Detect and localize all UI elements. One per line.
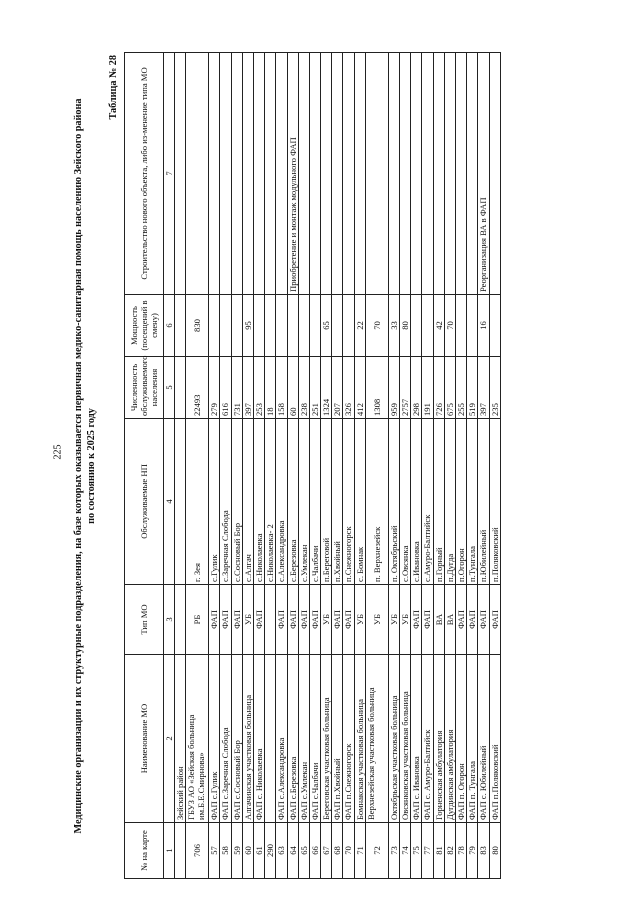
cell-mo-name: ФАП п.Снежногорск	[343, 655, 354, 823]
cell-mo-name: ФАП п.Поляковский	[489, 655, 500, 823]
cell-served-settlement: с.Николаевка- 2	[265, 419, 276, 585]
cell-map-number: 74	[400, 823, 411, 879]
column-number: 7	[164, 53, 175, 295]
cell-mo-type: ФАП	[489, 585, 500, 655]
cell-mo-name: ФАП с. Амуро-Балтийск	[422, 655, 433, 823]
cell-mo-name: ФАП с.Березовка	[287, 655, 298, 823]
table-row	[467, 53, 478, 879]
cell-map-number: 290	[265, 823, 276, 879]
cell-population: 731	[231, 357, 242, 419]
cell-population: 412	[354, 357, 365, 419]
cell-capacity: 33	[388, 295, 399, 357]
cell-served-settlement: с.Гулик	[209, 419, 220, 585]
column-number: 6	[164, 295, 175, 357]
cell-construction-note	[343, 53, 354, 295]
table-row	[354, 53, 365, 879]
table-row	[231, 53, 242, 879]
cell-population: 726	[433, 357, 444, 419]
cell-mo-type: УБ	[400, 585, 411, 655]
cell-construction-note	[489, 53, 500, 295]
cell-capacity	[467, 295, 478, 357]
table-row	[309, 53, 320, 879]
column-number-row	[164, 53, 175, 879]
table-label: Таблица № 28	[108, 55, 119, 120]
cell-construction-note	[354, 53, 365, 295]
table-row	[253, 53, 264, 879]
medical-organizations-table	[124, 52, 501, 879]
cell-population: 1308	[365, 357, 388, 419]
cell-construction-note	[265, 53, 276, 295]
cell-mo-name: ФАП с. Юбилейный	[478, 655, 489, 823]
cell-mo-name: ФАП с.Умлекан	[298, 655, 309, 823]
header-construction: Строительство нового объекта, либо из-менение типа МО	[125, 53, 164, 295]
table-row	[321, 53, 332, 879]
cell-construction-note	[220, 53, 231, 295]
header-map-number: № на карте	[125, 823, 164, 879]
cell-population: 519	[467, 357, 478, 419]
cell-mo-name: Алгачинская участковая больница	[242, 655, 253, 823]
cell-map-number: 63	[276, 823, 287, 879]
table-body	[175, 53, 501, 879]
cell-construction-note: Приобретение и монтаж модульного ФАП	[287, 53, 298, 295]
cell-construction-note	[321, 53, 332, 295]
cell-population: 18	[265, 357, 276, 419]
cell-construction-note	[433, 53, 444, 295]
cell-capacity: 65	[321, 295, 332, 357]
cell-mo-type: ФАП	[422, 585, 433, 655]
cell-population: 251	[309, 357, 320, 419]
cell-construction-note	[422, 53, 433, 295]
cell-map-number: 58	[220, 823, 231, 879]
table-row	[287, 53, 298, 879]
cell-population: 397	[478, 357, 489, 419]
cell-mo-type: УБ	[354, 585, 365, 655]
cell-capacity	[455, 295, 466, 357]
cell-map-number: 70	[343, 823, 354, 879]
cell-construction-note	[298, 53, 309, 295]
cell-served-settlement: с.Чалбачи	[309, 419, 320, 585]
cell-capacity	[298, 295, 309, 357]
cell-map-number: 67	[321, 823, 332, 879]
table-row	[242, 53, 253, 879]
cell-population: 616	[220, 357, 231, 419]
table-row	[298, 53, 309, 879]
header-served-settlements: Обслуживаемые НП	[125, 419, 164, 585]
cell-mo-name: ФАП с.Сосновый Бор	[231, 655, 242, 823]
cell-mo-name: ФАП с.Чалбачи	[309, 655, 320, 823]
cell-mo-type: УБ	[365, 585, 388, 655]
table-row	[388, 53, 399, 879]
cell-mo-type: ФАП	[209, 585, 220, 655]
cell-map-number: 706	[186, 823, 209, 879]
cell-served-settlement: г. Зея	[186, 419, 209, 585]
cell-capacity: 70	[444, 295, 455, 357]
cell-capacity	[220, 295, 231, 357]
cell-served-settlement: п.Дугда	[444, 419, 455, 585]
table-row	[220, 53, 231, 879]
column-number: 5	[164, 357, 175, 419]
cell-capacity	[343, 295, 354, 357]
cell-construction-note	[455, 53, 466, 295]
cell-mo-type: ФАП	[478, 585, 489, 655]
cell-mo-name	[265, 655, 276, 823]
cell-construction-note	[253, 53, 264, 295]
cell-map-number: 68	[332, 823, 343, 879]
cell-capacity: 16	[478, 295, 489, 357]
cell-mo-type: УБ	[321, 585, 332, 655]
cell-mo-type: ФАП	[467, 585, 478, 655]
cell-mo-name: ФАП с.Заречная Слобода	[220, 655, 231, 823]
cell-mo-type: ФАП	[276, 585, 287, 655]
cell-population: 2757	[400, 357, 411, 419]
cell-population: 326	[343, 357, 354, 419]
cell-mo-type: УБ	[242, 585, 253, 655]
cell-map-number: 59	[231, 823, 242, 879]
cell-served-settlement	[175, 419, 186, 585]
cell-population: 279	[209, 357, 220, 419]
cell-served-settlement: с.Сосновый Бор	[231, 419, 242, 585]
cell-mo-name: Береговская участковая больница	[321, 655, 332, 823]
cell-population: 255	[455, 357, 466, 419]
cell-mo-name: ГБУЗ АО «Зейская больница им.Б.Е.Смирнова»	[186, 655, 209, 823]
cell-construction-note: Реорганизация ВА в ФАП	[478, 53, 489, 295]
cell-population	[175, 357, 186, 419]
cell-map-number: 78	[455, 823, 466, 879]
cell-mo-type: ФАП	[287, 585, 298, 655]
table-row	[489, 53, 500, 879]
cell-mo-type: ВА	[433, 585, 444, 655]
cell-mo-type: ФАП	[309, 585, 320, 655]
cell-mo-type: ФАП	[253, 585, 264, 655]
cell-capacity	[209, 295, 220, 357]
cell-capacity	[489, 295, 500, 357]
cell-capacity: 95	[242, 295, 253, 357]
table-row	[455, 53, 466, 879]
rotated-page-content	[72, 53, 568, 879]
table-row	[175, 53, 186, 879]
table-row	[422, 53, 433, 879]
cell-served-settlement: с.Умлекан	[298, 419, 309, 585]
cell-construction-note	[231, 53, 242, 295]
cell-mo-name: Горненская амбулатория	[433, 655, 444, 823]
cell-mo-type	[175, 585, 186, 655]
header-mo-type: Тип МО	[125, 585, 164, 655]
cell-construction-note	[411, 53, 422, 295]
cell-construction-note	[332, 53, 343, 295]
table-row	[186, 53, 209, 879]
column-number: 2	[164, 655, 175, 823]
cell-capacity	[253, 295, 264, 357]
table-row	[365, 53, 388, 879]
cell-mo-name: ФАП с. Ивановка	[411, 655, 422, 823]
cell-capacity: 22	[354, 295, 365, 357]
cell-map-number: 60	[242, 823, 253, 879]
page-number: 225	[52, 444, 64, 460]
cell-construction-note	[400, 53, 411, 295]
cell-mo-name: ФАП п. Тунгала	[467, 655, 478, 823]
cell-construction-note	[276, 53, 287, 295]
cell-served-settlement: п.Горный	[433, 419, 444, 585]
cell-map-number: 66	[309, 823, 320, 879]
cell-map-number	[175, 823, 186, 879]
cell-population: 22493	[186, 357, 209, 419]
cell-served-settlement: п.Снежногорск	[343, 419, 354, 585]
header-mo-name: Наименование МО	[125, 655, 164, 823]
cell-mo-name: ФАП с.Александровка	[276, 655, 287, 823]
cell-map-number: 73	[388, 823, 399, 879]
cell-served-settlement: с.Заречная Слобода	[220, 419, 231, 585]
cell-served-settlement: с.Овсянка	[400, 419, 411, 585]
cell-construction-note	[309, 53, 320, 295]
cell-construction-note	[444, 53, 455, 295]
cell-capacity: 42	[433, 295, 444, 357]
cell-served-settlement: с.Амуро-Балтийск	[422, 419, 433, 585]
cell-mo-type: РБ	[186, 585, 209, 655]
cell-capacity: 70	[365, 295, 388, 357]
cell-construction-note	[388, 53, 399, 295]
cell-mo-name: ФАП п.Хвойный	[332, 655, 343, 823]
cell-map-number: 65	[298, 823, 309, 879]
cell-served-settlement: с.Ивановка	[411, 419, 422, 585]
cell-capacity	[231, 295, 242, 357]
cell-served-settlement: с.Алгач	[242, 419, 253, 585]
table-row	[444, 53, 455, 879]
cell-mo-type: ФАП	[298, 585, 309, 655]
cell-served-settlement: п.Хвойный	[332, 419, 343, 585]
cell-map-number: 81	[433, 823, 444, 879]
cell-mo-type: ФАП	[332, 585, 343, 655]
cell-population: 158	[276, 357, 287, 419]
table-row	[343, 53, 354, 879]
cell-mo-type: ФАП	[411, 585, 422, 655]
column-number: 1	[164, 823, 175, 879]
cell-mo-type: ФАП	[220, 585, 231, 655]
table-row	[478, 53, 489, 879]
cell-population: 1324	[321, 357, 332, 419]
cell-mo-type: ВА	[444, 585, 455, 655]
cell-map-number: 79	[467, 823, 478, 879]
cell-construction-note	[175, 53, 186, 295]
cell-map-number: 77	[422, 823, 433, 879]
cell-construction-note	[467, 53, 478, 295]
cell-population: 397	[242, 357, 253, 419]
header-population: Численность обслуживаемого населения	[125, 357, 164, 419]
cell-mo-type: ФАП	[343, 585, 354, 655]
cell-mo-type: ФАП	[231, 585, 242, 655]
cell-served-settlement: с.Николаевка	[253, 419, 264, 585]
cell-mo-name: ФАП с.Гулик	[209, 655, 220, 823]
cell-mo-type	[265, 585, 276, 655]
cell-served-settlement: п.Тунгала	[467, 419, 478, 585]
cell-map-number: 64	[287, 823, 298, 879]
cell-capacity	[332, 295, 343, 357]
cell-served-settlement: п.Береговой	[321, 419, 332, 585]
table-row	[276, 53, 287, 879]
cell-served-settlement: с. Бомнак	[354, 419, 365, 585]
cell-map-number: 57	[209, 823, 220, 879]
cell-mo-type: ФАП	[455, 585, 466, 655]
table-row	[209, 53, 220, 879]
cell-capacity: 830	[186, 295, 209, 357]
cell-population: 298	[411, 357, 422, 419]
cell-population: 235	[489, 357, 500, 419]
cell-map-number: 61	[253, 823, 264, 879]
cell-population: 238	[298, 357, 309, 419]
table-row	[433, 53, 444, 879]
cell-served-settlement: п. Октябрьский	[388, 419, 399, 585]
cell-capacity	[265, 295, 276, 357]
cell-mo-name: Овсянковская участковая больница	[400, 655, 411, 823]
cell-construction-note	[186, 53, 209, 295]
cell-construction-note	[209, 53, 220, 295]
cell-capacity	[411, 295, 422, 357]
cell-map-number: 83	[478, 823, 489, 879]
document-header	[72, 53, 124, 879]
cell-population: 959	[388, 357, 399, 419]
cell-capacity	[422, 295, 433, 357]
cell-mo-name: Бомнакская участковая больница	[354, 655, 365, 823]
cell-map-number: 80	[489, 823, 500, 879]
cell-served-settlement: п.Огорон	[455, 419, 466, 585]
table-header-row	[125, 53, 164, 879]
cell-mo-name: ФАП с. Николаевка	[253, 655, 264, 823]
cell-map-number: 75	[411, 823, 422, 879]
cell-population: 60	[287, 357, 298, 419]
cell-mo-name: Зейский район	[175, 655, 186, 823]
cell-map-number: 82	[444, 823, 455, 879]
header-capacity: Мощность (посещений в смену)	[125, 295, 164, 357]
column-number: 3	[164, 585, 175, 655]
cell-mo-name: Верхнезейская участковая больница	[365, 655, 388, 823]
cell-map-number: 71	[354, 823, 365, 879]
cell-capacity	[309, 295, 320, 357]
document-title: Медицинские организации и их структурные подразделения, на базе которых оказывается первичная медико-санитарная помощь населению Зейского района по состоянию к 2025 году	[73, 98, 97, 834]
cell-served-settlement: п. Верхнезейск	[365, 419, 388, 585]
table-row	[411, 53, 422, 879]
cell-population: 191	[422, 357, 433, 419]
column-number: 4	[164, 419, 175, 585]
cell-map-number: 72	[365, 823, 388, 879]
cell-population: 253	[253, 357, 264, 419]
cell-population: 675	[444, 357, 455, 419]
cell-construction-note	[242, 53, 253, 295]
cell-mo-name: Октябрьская участковая больница	[388, 655, 399, 823]
table-row	[400, 53, 411, 879]
cell-capacity: 80	[400, 295, 411, 357]
cell-capacity	[287, 295, 298, 357]
cell-mo-name: ФАП п. Огорон	[455, 655, 466, 823]
cell-population: 207	[332, 357, 343, 419]
cell-construction-note	[365, 53, 388, 295]
table-row	[332, 53, 343, 879]
cell-served-settlement: с.Александровка	[276, 419, 287, 585]
cell-capacity	[276, 295, 287, 357]
cell-mo-name: Дугдинская амбулатория	[444, 655, 455, 823]
cell-served-settlement: с.Березовка	[287, 419, 298, 585]
table-row	[265, 53, 276, 879]
cell-capacity	[175, 295, 186, 357]
cell-mo-type: УБ	[388, 585, 399, 655]
cell-served-settlement: п.Юбилейный	[478, 419, 489, 585]
cell-served-settlement: п.Поляковский	[489, 419, 500, 585]
